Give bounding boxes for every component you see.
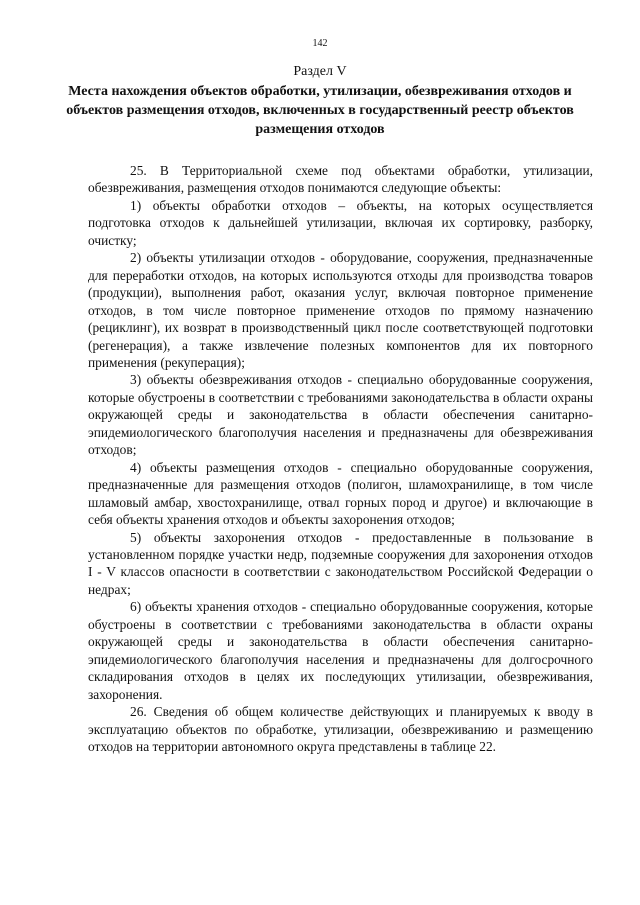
paragraph-item-2: 2) объекты утилизации отходов - оборудование, сооружения, предназначенные для переработки отходов, на которых используются отходы для производства товаров (продукции), выполнения работ, оказания услуг, включая повторное применение отходов, в том числе повторное применение отходов по прямому назначению (рециклинг), их возврат в производственный цикл после соответствующей подготовки (регенерация), а также извлечение полезных компонентов для их повторного применения (рекуперация);	[88, 250, 593, 370]
paragraph-item-1: 1) объекты обработки отходов – объекты, на которых осуществляется подготовка отходов к дальнейшей утилизации, включая их сортировку, разборку, очистку;	[88, 197, 593, 248]
section-label: Раздел V	[293, 64, 347, 79]
page-number: 142	[312, 38, 328, 49]
section-title: Места нахождения объектов обработки, утилизации, обезвреживания отходов и объектов размещения отходов, включенных в государственный реестр объектов размещения отходов	[66, 84, 574, 137]
paragraph-item-3: 3) объекты обезвреживания отходов - специально оборудованные сооружения, которые обустроены в соответствии с требованиями законодательства в области охраны окружающей среды и законодательства в области обеспечения санитарно-эпидемиологического благополучия населения и предназначены для обезвреживания отходов;	[88, 372, 593, 458]
paragraph-item-6: 6) объекты хранения отходов - специально оборудованные сооружения, которые обустроены в соответствии с требованиями законодательства в области охраны окружающей среды и законодательства в области обеспечения санитарно-эпидемиологического благополучия населения и предназначены для долгосрочного складирования отходов в целях их последующих утилизации, обезвреживания, захоронения.	[88, 599, 593, 702]
paragraph-26: 26. Сведения об общем количестве действующих и планируемых к вводу в эксплуатацию объектов по обработке, утилизации, обезвреживанию и размещению отходов на территории автономного округа представлены в таблице 22.	[88, 704, 593, 754]
body-text	[88, 162, 593, 755]
paragraph-25-intro: 25. В Территориальной схеме под объектами обработки, утилизации, обезвреживания, размещения отходов понимаются следующие объекты:	[88, 163, 593, 196]
paragraph-item-4: 4) объекты размещения отходов - специально оборудованные сооружения, предназначенные для размещения отходов (полигон, шламохранилище, в том числе шламовый амбар, хвостохранилище, отвал горных пород и другое) и включающие в себя объекты хранения отходов и объекты захоронения отходов;	[88, 459, 593, 528]
paragraph-item-5: 5) объекты захоронения отходов - предоставленные в пользование в установленном порядке участки недр, подземные сооружения для захоронения отходов I - V классов опасности в соответствии с законодательством Российской Федерации о недрах;	[88, 529, 593, 597]
